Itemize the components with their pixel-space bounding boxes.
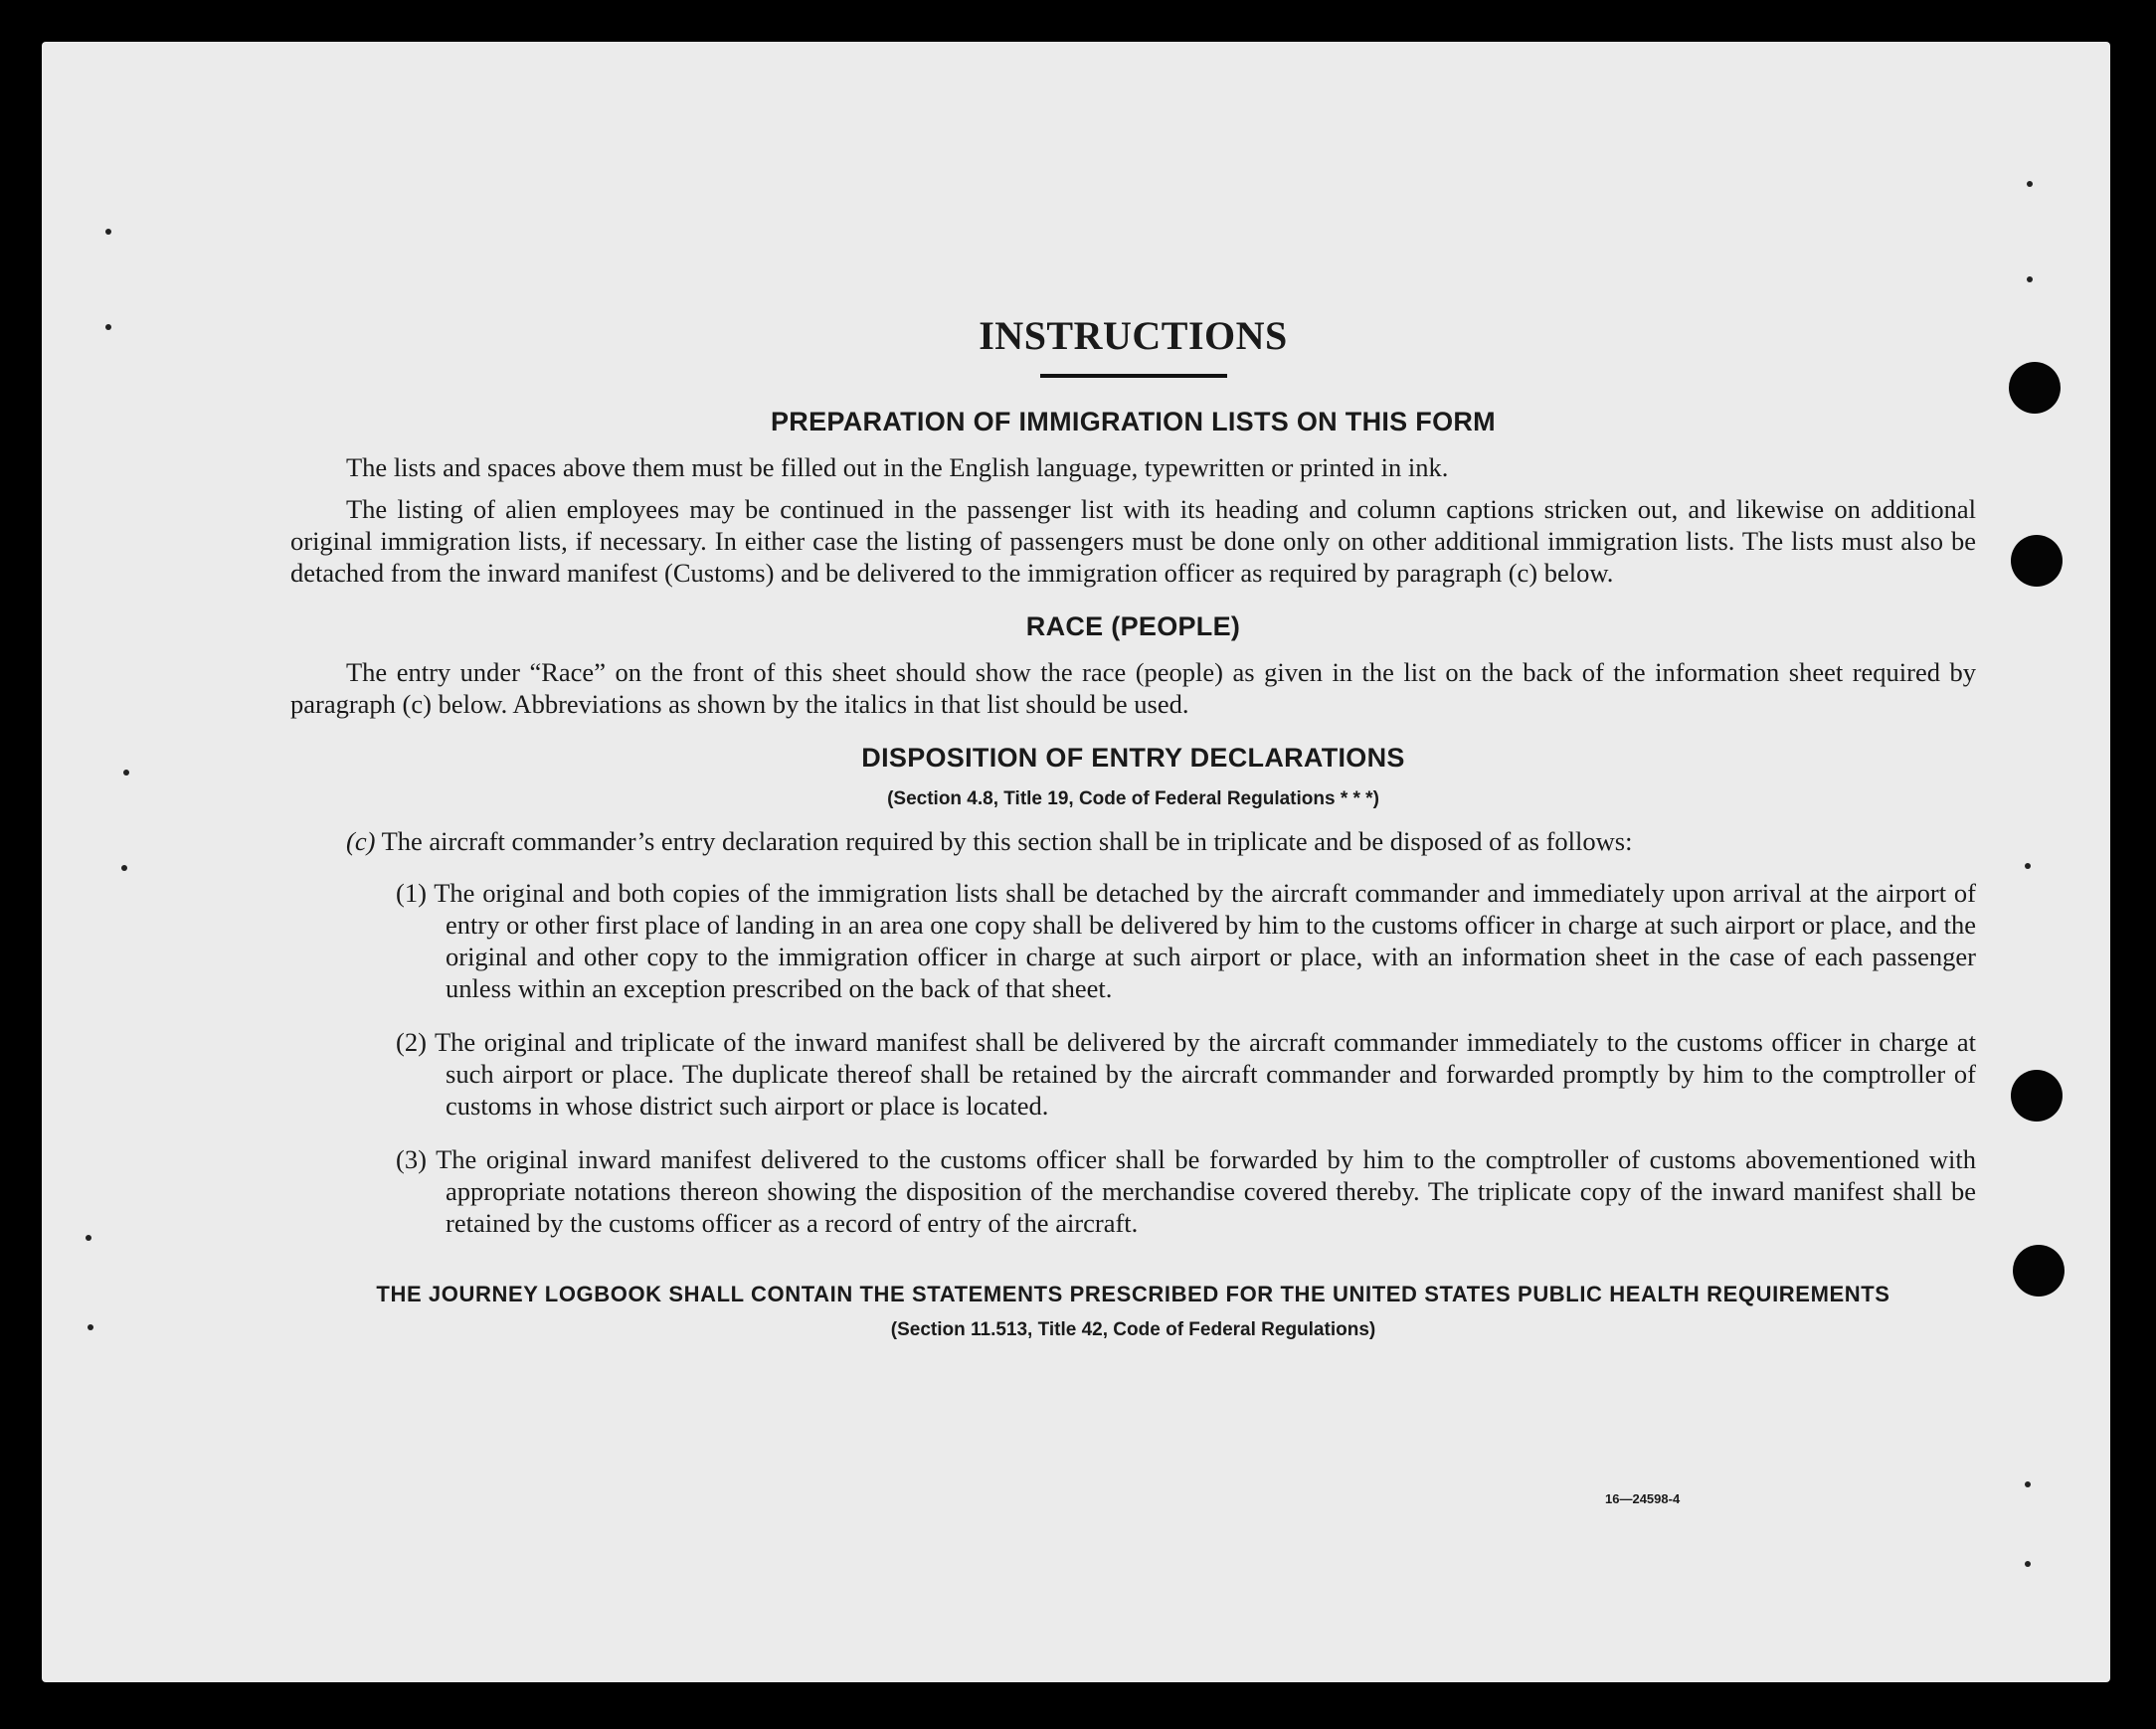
- scan-speck: [88, 1324, 93, 1330]
- punch-hole: [2009, 362, 2061, 414]
- item-marker: (2): [396, 1027, 427, 1057]
- preparation-heading: PREPARATION OF IMMIGRATION LISTS ON THIS FORM: [771, 407, 1496, 436]
- item-text: The original and both copies of the immigration lists shall be detached by the aircraft commander and immediately upon arrival at the airport of entry or other first place of landing in an area one copy shall be delivered by him to the customs officer in charge at such airport or place, and the original and other copy to the immigration officer in charge at such airport or place, with an information sheet in the case of each passenger unless within an exception prescribed on the back of that sheet.: [434, 878, 1976, 1003]
- punch-hole: [2011, 1070, 2063, 1122]
- disposition-heading: DISPOSITION OF ENTRY DECLARATIONS: [861, 743, 1405, 773]
- disposition-subheading: (Section 4.8, Title 19, Code of Federal Regulations * * *): [887, 788, 1379, 809]
- disposition-intro-text: The aircraft commander’s entry declaration required by this section shall be in triplicate and be disposed of as follows:: [381, 826, 1633, 856]
- item-text: The original and triplicate of the inward manifest shall be delivered by the aircraft commander immediately to the customs officer in charge at such airport or place. The duplicate thereof shall be retained by the aircraft commander and forwarded promptly by him to the comptroller of customs in whose district such airport or place is located.: [435, 1027, 1977, 1121]
- preparation-paragraph-1: The lists and spaces above them must be filled out in the English language, typewritten or printed in ink.: [346, 452, 1449, 482]
- disposition-intro: [290, 825, 1976, 857]
- preparation-paragraph-2: The listing of alien employees may be continued in the passenger list with its heading and column captions stricken out, and likewise on additional original immigration lists, if necessary. In either case the listing of passengers must be done only on other additional immigration lists. The lists must also be detached from the inward manifest (Customs) and be delivered to the immigration officer as required by paragraph (c) below.: [290, 494, 1976, 588]
- disposition-item-1: [396, 877, 1976, 1004]
- scan-speck: [105, 229, 111, 235]
- instructions-content: [290, 313, 1977, 1346]
- race-paragraph: The entry under “Race” on the front of this sheet should show the race (people) as given in the list on the back of the information sheet required by paragraph (c) below. Abbreviations as shown by the italics in that list should be used.: [290, 657, 1976, 719]
- scan-speck: [123, 770, 129, 776]
- public-health-citation: (Section 11.513, Title 42, Code of Federal Regulations): [890, 1319, 1376, 1340]
- scan-speck: [2027, 276, 2033, 282]
- scan-speck: [86, 1235, 91, 1241]
- disposition-item-2: [396, 1026, 1976, 1122]
- item-marker: (1): [396, 878, 427, 908]
- item-text: The original inward manifest delivered to the customs officer shall be forwarded by him to the comptroller of customs abovementioned with appropriate notations thereon showing the disposition of the merchandise covered thereby. The triplicate copy of the inward manifest shall be retained by the customs officer as a record of entry of the aircraft.: [436, 1144, 1976, 1238]
- disposition-intro-marker: (c): [346, 826, 376, 856]
- scan-speck: [2025, 1481, 2031, 1487]
- punch-hole: [2013, 1245, 2065, 1297]
- scan-speck: [2025, 863, 2031, 869]
- disposition-item-3: [396, 1143, 1976, 1239]
- document-sheet: [42, 42, 2110, 1682]
- public-health-statement: THE JOURNEY LOGBOOK SHALL CONTAIN THE STATEMENTS PRESCRIBED FOR THE UNITED STATES PUBLIC HEALTH REQUIREMENTS: [376, 1282, 1890, 1306]
- title-underline: [1040, 374, 1227, 378]
- scan-speck: [121, 865, 127, 871]
- form-number: 16—24598-4: [1605, 1491, 1681, 1506]
- item-marker: (3): [396, 1144, 427, 1174]
- punch-hole: [2011, 535, 2063, 587]
- scan-speck: [2025, 1561, 2031, 1567]
- scan-speck: [105, 324, 111, 330]
- page-title: INSTRUCTIONS: [979, 313, 1288, 358]
- race-heading: RACE (PEOPLE): [1025, 611, 1241, 641]
- scan-speck: [2027, 181, 2033, 187]
